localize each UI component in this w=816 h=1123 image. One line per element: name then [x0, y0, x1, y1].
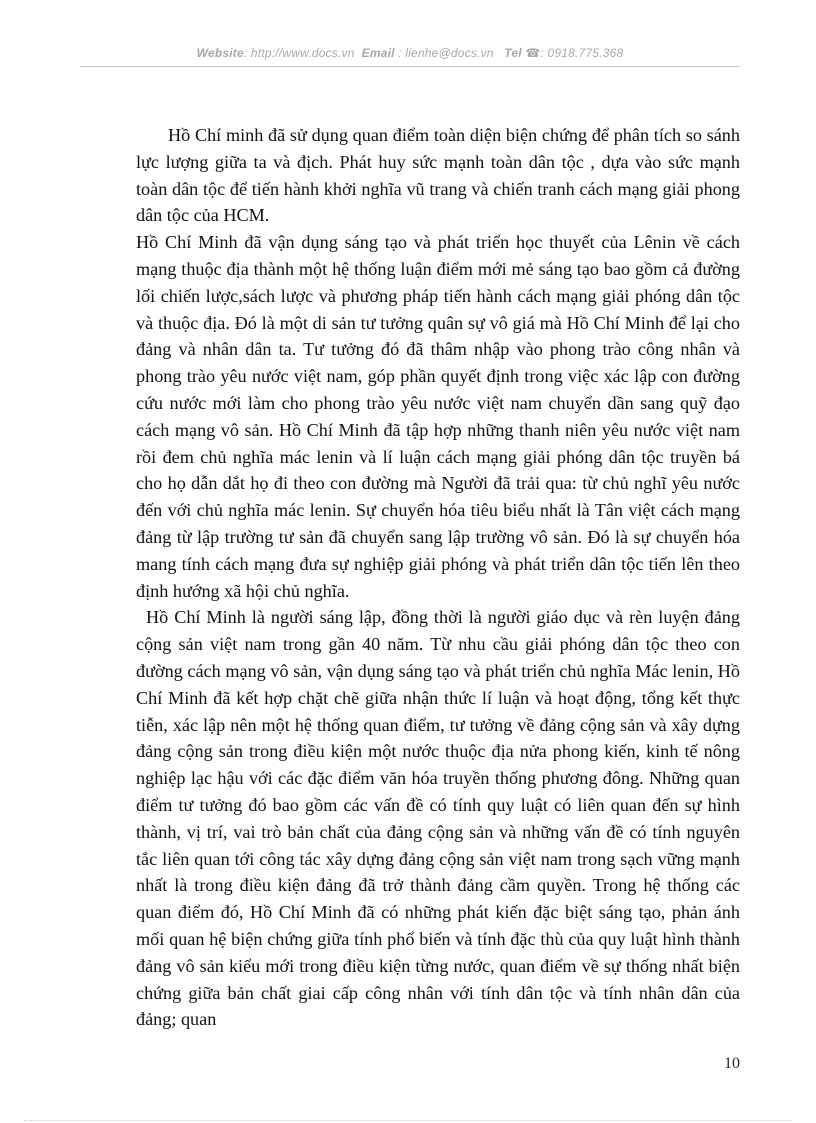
paragraph-2: Hồ Chí Minh đã vận dụng sáng tạo và phát triển học thuyết của Lênin về cách mạng thuộc địa thành một hệ thống luận điểm mới mẻ sáng tạo bao gồm cả đường lối chiến lược,sách lược và phương pháp tiến hành cách mạng giải phóng dân tộc và thuộc địa. Đó là một di sản tư tưởng quân sự vô giá mà Hồ Chí Minh để lại cho đảng và nhân dân ta. Tư tưởng đó đã thâm nhập vào phong trào công nhân và phong trào yêu nước việt nam, góp phần quyết định trong việc xác lập con đường cứu nước mới làm cho phong trào yêu nước việt nam chuyển dần sang quỹ đạo cách mạng vô sản. Hồ Chí Minh đã tập hợp những thanh niên yêu nước việt nam rồi đem chủ nghĩa mác lenin và lí luận cách mạng giải phóng dân tộc truyền bá cho họ dẫn dắt họ đi theo con đường mà Người đã trải qua: từ chủ nghĩ yêu nước đến với chủ nghĩa mác lenin. Sự chuyển hóa tiêu biểu nhất là Tân việt cách mạng đảng từ lập trường tư sản đã chuyển sang lập trường vô sản. Đó là sự chuyển hóa mang tính cách mạng đưa sự nghiệp giải phóng và phát triển dân tộc tiến lên theo định hướng xã hội chủ nghĩa.	[136, 232, 740, 601]
paragraph-1: Hồ Chí minh đã sử dụng quan điểm toàn diện biện chứng để phân tích so sánh lực lượng giữa ta và địch. Phát huy sức mạnh toàn dân tộc , dựa vào sức mạnh toàn dân tộc để tiến hành khởi nghĩa vũ trang và chiến tranh cách mạng giải phong dân tộc của HCM.	[136, 125, 740, 226]
website-value: : http://www.docs.vn	[243, 46, 355, 60]
paragraph-3: Hồ Chí Minh là người sáng lập, đồng thời là người giáo dục và rèn luyện đảng cộng sản việt nam trong gần 40 năm. Từ nhu cầu giải phóng dân tộc theo con đường cách mạng vô sản, vận dụng sáng tạo và phát triển chủ nghĩa Mác lenin, Hồ Chí Minh đã kết hợp chặt chẽ giữa nhận thức lí luận và hoạt động, tổng kết thực tiễn, xác lập nên một hệ thống quan điểm, tư tưởng về đảng cộng sản và xây dựng đảng cộng sản trong điều kiện một nước thuộc địa nửa phong kiến, kinh tế nông nghiệp lạc hậu với các đặc điểm văn hóa truyền thống phương đông. Những quan điểm tư tưởng đó bao gồm các vấn đề có tính quy luật có liên quan đến sự hình thành, vị trí, vai trò bản chất của đảng cộng sản và những vấn đề có tính nguyên tắc liên quan tới công tác xây dựng đảng cộng sản việt nam trong sạch vững mạnh nhất là trong điều kiện đảng đã trở thành đảng cầm quyền. Trong hệ thống các quan điểm đó, Hồ Chí Minh đã có những phát kiến đặc biệt sáng tạo, phản ánh mối quan hệ biện chứng giữa tính phổ biến và tính đặc thù của quy luật hình thành đảng vô sản kiểu mới trong điều kiện từng nước, quan điểm về sự thống nhất biện chứng giữa bản chất giai cấp công nhân với tính dân tộc và tính nhân dân của đảng; quan	[136, 607, 740, 1030]
header-divider	[80, 66, 740, 67]
tel-label: Tel	[504, 46, 522, 60]
document-body	[136, 122, 740, 1033]
tel-value: ☎: 0918.775.368	[525, 46, 624, 60]
website-label: Website	[196, 46, 244, 60]
page-number: 10	[724, 1055, 740, 1072]
email-label: Email	[361, 46, 395, 60]
email-value: : lienhe@docs.vn	[398, 46, 494, 60]
page-header	[80, 46, 740, 60]
footer-divider	[24, 1120, 792, 1121]
